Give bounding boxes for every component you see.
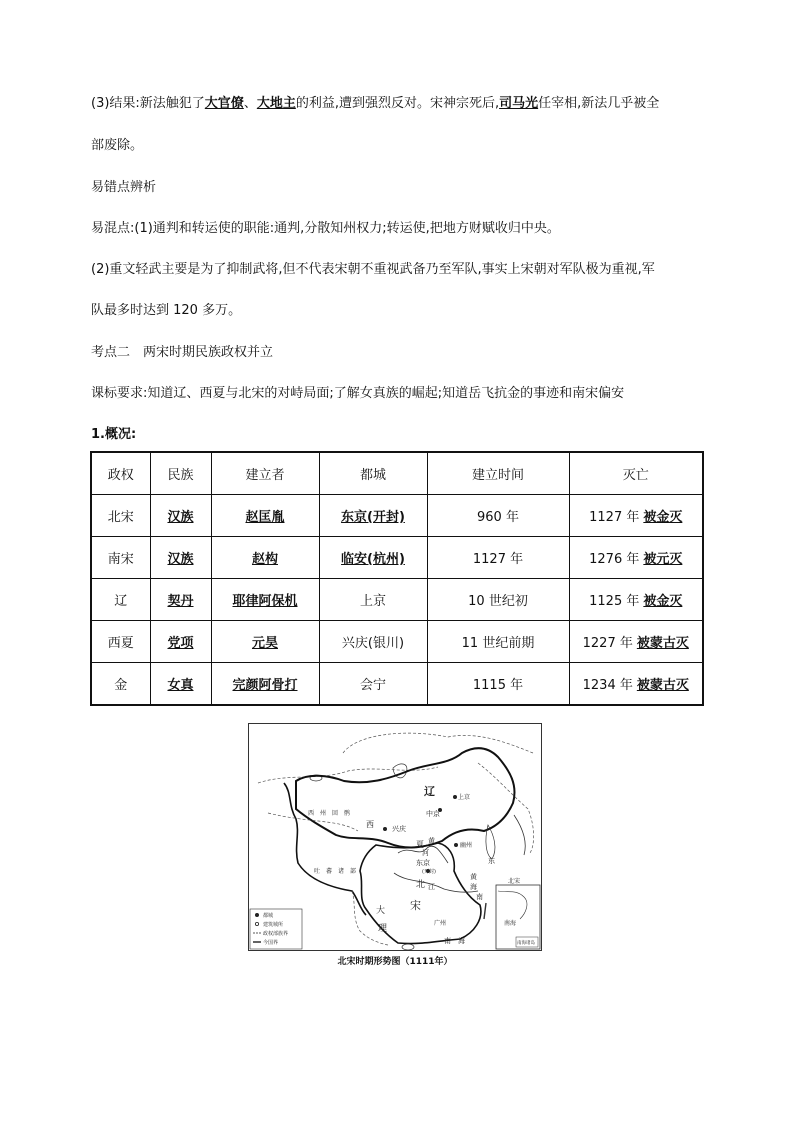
capital-cell: 会宁 (319, 663, 427, 706)
ethnic-cell: 契丹 (150, 579, 211, 621)
capital-cell: 临安(杭州) (319, 537, 427, 579)
ethnic-cell: 女真 (150, 663, 211, 706)
youzhou-marker (454, 843, 458, 847)
huang-label: 黄 (428, 837, 435, 845)
ethnic-cell: 汉族 (150, 495, 211, 537)
svg-text:北宋: 北宋 (508, 878, 521, 885)
regime-table (90, 451, 704, 706)
established-cell: 1115 年 (427, 663, 569, 706)
table-row (91, 495, 703, 537)
xizhou-uighur-label: 西 州 回 鹘 (308, 810, 351, 817)
svg-text:都城: 都城 (263, 913, 274, 919)
confusion-point-2-line-2: 队最多时达到 120 多万。 (91, 303, 242, 318)
he-label: 河 (422, 849, 429, 857)
table-row (91, 663, 703, 706)
capital-cell: 兴庆(银川) (319, 621, 427, 663)
regime-cell: 南宋 (91, 537, 150, 579)
fall-cell: 1227 年 被蒙古灭 (569, 621, 703, 663)
li-label: 理 (378, 924, 388, 934)
capital-cell: 东京(开封) (319, 495, 427, 537)
overview-title: 1.概况: (91, 427, 137, 442)
kaifeng-label: (开封) (422, 869, 436, 875)
dong-label: 东 (488, 857, 495, 865)
da-label: 大 (376, 906, 386, 916)
header-established: 建立时间 (427, 452, 569, 495)
svg-text:南海诸岛: 南海诸岛 (517, 941, 535, 946)
established-cell: 960 年 (427, 495, 569, 537)
ethnic-cell: 党项 (150, 621, 211, 663)
result-line-2: 部废除。 (91, 138, 144, 153)
founder-cell: 赵匡胤 (211, 495, 319, 537)
regime-cell: 西夏 (91, 621, 150, 663)
section-title: 考点二 两宋时期民族政权并立 (91, 345, 274, 360)
xingqing-marker (383, 827, 387, 831)
fall-cell: 1276 年 被元灭 (569, 537, 703, 579)
regime-cell: 辽 (91, 579, 150, 621)
confusion-point-2-line-1: (2)重文轻武主要是为了抑制武将,但不代表宋朝不重视武备乃至军队,事实上宋朝对军队极为重视,军 (91, 262, 655, 277)
map-legend (250, 909, 302, 949)
northern-song-map (248, 723, 542, 951)
founder-cell: 元昊 (211, 621, 319, 663)
header-regime: 政权 (91, 452, 150, 495)
table-row (91, 579, 703, 621)
keyword-landlords: 大地主 (256, 96, 296, 111)
xingqing-label: 兴庆 (392, 825, 406, 833)
ethnic-cell: 汉族 (150, 537, 211, 579)
shangjing-marker (453, 795, 457, 799)
header-fall: 灭亡 (569, 452, 703, 495)
header-ethnic: 民族 (150, 452, 211, 495)
founder-cell: 完颜阿骨打 (211, 663, 319, 706)
error-analysis-title: 易错点辨析 (91, 180, 157, 195)
header-capital: 都城 (319, 452, 427, 495)
tubo-label: 吐 蕃 诸 部 (314, 868, 357, 875)
map-caption: 北宋时期形势图（1111年） (337, 957, 453, 967)
zhongjing-label: 中京 (426, 810, 440, 818)
header-founder: 建立者 (211, 452, 319, 495)
yellow-sea-label: 黄 (470, 873, 477, 881)
established-cell: 10 世纪初 (427, 579, 569, 621)
svg-text:南海: 南海 (504, 920, 517, 927)
liao-label: 辽 (424, 785, 435, 798)
svg-text:建筑城所: 建筑城所 (263, 922, 284, 928)
fall-cell: 1127 年 被金灭 (569, 495, 703, 537)
founder-cell: 耶律阿保机 (211, 579, 319, 621)
xia-label: 夏 (416, 840, 424, 849)
result-line-1: (3)结果:新法触犯了大官僚、大地主的利益,遭到强烈反对。宋神宗死后,司马光任宰相,新法几乎被全 (91, 96, 660, 111)
keyword-sima-guang: 司马光 (499, 96, 539, 111)
regime-cell: 金 (91, 663, 150, 706)
dongjing-label: 东京 (416, 859, 430, 867)
svg-text:今国界: 今国界 (263, 940, 279, 946)
founder-cell: 赵构 (211, 537, 319, 579)
jiang-label: 江 (428, 883, 435, 891)
xi-label: 西 (366, 820, 374, 829)
table-header-row (91, 452, 703, 495)
youzhou-label: 幽州 (460, 842, 473, 849)
shangjing-label: 上京 (458, 794, 471, 801)
keyword-bureaucrats: 大官僚 (204, 96, 244, 111)
guangzhou-label: 广州 (434, 920, 447, 927)
sea-label: 海 (470, 883, 477, 891)
nan-label: 南 (476, 893, 483, 901)
bei-label: 北 (416, 880, 426, 890)
regime-cell: 北宋 (91, 495, 150, 537)
fall-cell: 1125 年 被金灭 (569, 579, 703, 621)
table-row (91, 537, 703, 579)
south-china-sea-inset (496, 877, 540, 949)
confusion-point-1: 易混点:(1)通判和转运使的职能:通判,分散知州权力;转运使,把地方财赋收归中央。 (91, 221, 560, 236)
svg-text:政权部族界: 政权部族界 (263, 931, 289, 937)
established-cell: 1127 年 (427, 537, 569, 579)
song-label: 宋 (410, 899, 421, 912)
curriculum-requirement: 课标要求:知道辽、西夏与北宋的对峙局面;了解女真族的崛起;知道岳飞抗金的事迹和南宋偏安 (91, 386, 625, 401)
capital-cell: 上京 (319, 579, 427, 621)
established-cell: 11 世纪前期 (427, 621, 569, 663)
fall-cell: 1234 年 被蒙古灭 (569, 663, 703, 706)
table-row (91, 621, 703, 663)
south-sea-label: 南 海 (444, 937, 465, 945)
